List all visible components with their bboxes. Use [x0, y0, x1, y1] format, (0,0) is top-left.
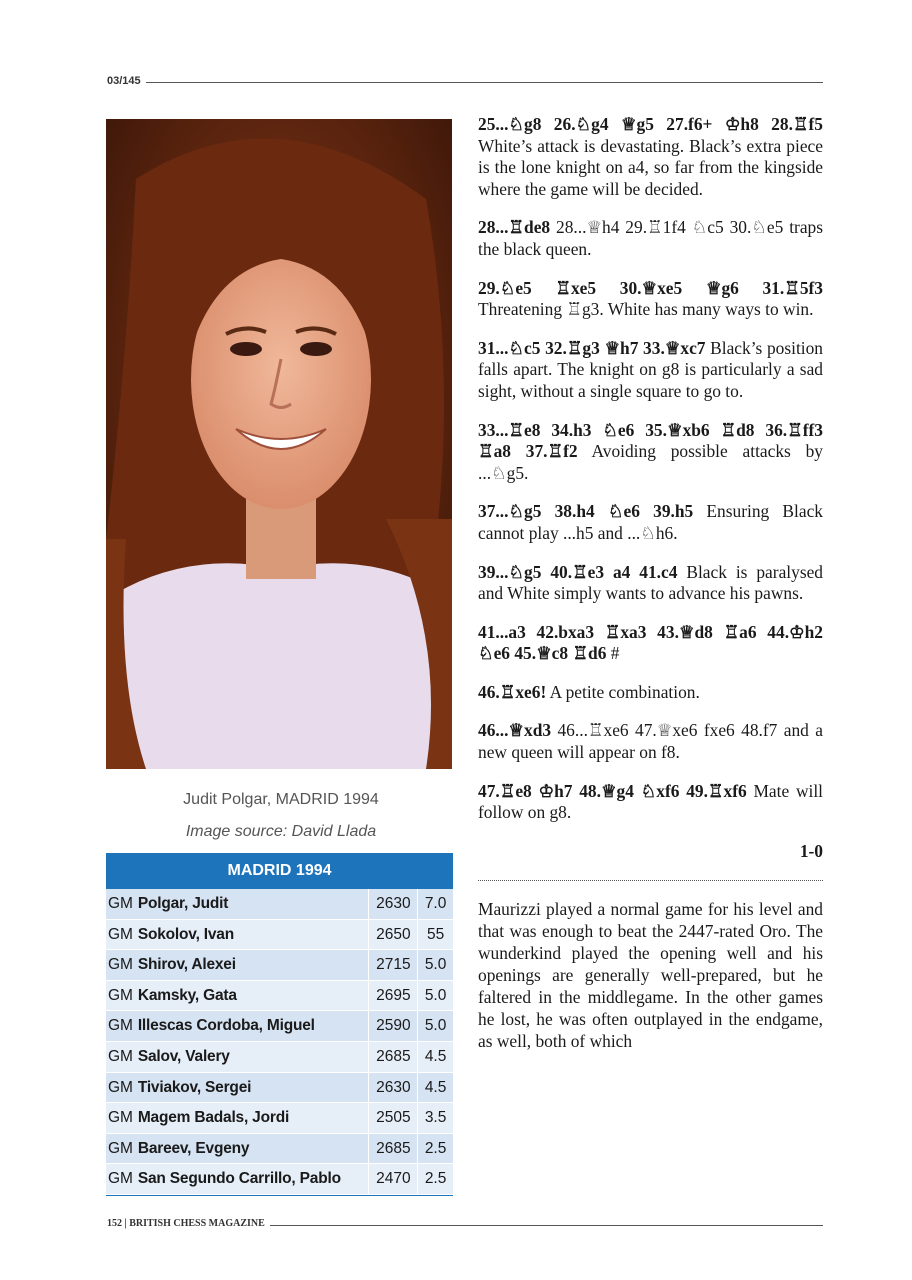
player-score: 5.0 [417, 981, 453, 1011]
player-rating: 2685 [368, 1042, 417, 1072]
game-result: 1-0 [799, 840, 823, 861]
table-row [106, 1134, 453, 1165]
player-name: Shirov, Alexei [137, 956, 236, 974]
move-sequence: 25...♘g8 26.♘g4 ♕g5 27.f6+ ♔h8 28.♖f5 [478, 114, 823, 134]
annotation-paragraph [478, 720, 823, 763]
player-title: GM [108, 1047, 133, 1065]
player-rating: 2505 [368, 1103, 417, 1133]
player-name: Sokolov, Ivan [137, 925, 234, 943]
annotation-paragraph [478, 781, 823, 824]
player-rating: 2630 [368, 889, 417, 919]
player-score: 2.5 [417, 1134, 453, 1164]
table-title: MADRID 1994 [106, 853, 453, 889]
player-rating: 2715 [368, 950, 417, 980]
annotation-text: Avoiding possible attacks by ...♘g5. [478, 441, 824, 483]
table-row [106, 981, 453, 1012]
annotation-paragraph [478, 420, 823, 485]
move-sequence: 29.♘e5 ♖xe5 30.♕xe5 ♕g6 31.♖5f3 [478, 277, 823, 298]
table-rows [106, 889, 453, 1196]
annotation-text: 46...♖xe6 47.♕xe6 fxe6 48.f7 and a new queen will appear on f8. [478, 720, 823, 763]
footer-label: 152 | BRITISH CHESS MAGAZINE [107, 1218, 270, 1229]
photo-caption: Judit Polgar, MADRID 1994 [183, 791, 379, 808]
table-row [106, 1011, 453, 1042]
annotation-paragraph [478, 562, 823, 605]
annotation-paragraph [478, 338, 823, 403]
player-name: Salov, Valery [137, 1047, 230, 1065]
annotation-text: A petite combination. [546, 681, 700, 702]
table-row [106, 920, 453, 951]
player-rating: 2695 [368, 981, 417, 1011]
player-title: GM [108, 1109, 133, 1127]
table-row [106, 950, 453, 981]
annotation-text: Ensuring Black cannot play ...h5 and ...♘h6. [478, 501, 823, 543]
header-rule [107, 82, 823, 83]
player-score: 55 [417, 920, 453, 950]
table-row [106, 1073, 453, 1104]
photo-source: Image source: David Llada [185, 823, 377, 840]
player-score: 2.5 [417, 1164, 453, 1194]
move-sequence: 33...♖e8 34.h3 ♘e6 35.♕xb6 ♖d8 36.♖ff3 ♖a8 37.♖f2 [478, 419, 823, 462]
move-sequence: 47.♖e8 ♔h7 48.♕g4 ♘xf6 49.♖xf6 [478, 780, 747, 801]
move-sequence: 39...♘g5 40.♖e3 a4 41.c4 [478, 561, 678, 582]
player-rating: 2470 [368, 1164, 417, 1194]
player-title: GM [108, 956, 133, 974]
player-rating: 2630 [368, 1073, 417, 1103]
portrait-illustration [106, 119, 452, 769]
annotation-text: White’s attack is devastating. Black’s extra piece is the lone knight on a4, so far from the kingside where the game will be decided. [478, 135, 823, 199]
annotation-paragraph [478, 114, 823, 200]
portrait-photo [106, 119, 452, 769]
player-title: GM [108, 1139, 133, 1157]
move-sequence: 41...a3 42.bxa3 ♖xa3 43.♕d8 ♖a6 44.♔h2 ♘e6 45.♕c8 ♖d6 [478, 621, 823, 664]
move-sequence: 46.♖xe6! [478, 681, 547, 702]
move-sequence: 46...♕xd3 [478, 720, 552, 741]
table-row [106, 1103, 453, 1134]
annotation-text: Black is paralysed and White simply wants to advance his pawns. [478, 561, 823, 604]
player-score: 3.5 [417, 1103, 453, 1133]
page-number-label: 03/145 [107, 75, 146, 87]
annotation-text: Mate will follow on g8. [478, 780, 824, 823]
player-rating: 2685 [368, 1134, 417, 1164]
player-score: 7.0 [417, 889, 453, 919]
player-score: 4.5 [417, 1073, 453, 1103]
player-score: 5.0 [417, 950, 453, 980]
player-score: 4.5 [417, 1042, 453, 1072]
player-name: Kamsky, Gata [137, 986, 237, 1004]
table-row [106, 889, 453, 920]
move-sequence: 37...♘g5 38.h4 ♘e6 39.h5 [478, 501, 694, 522]
dotted-divider [478, 880, 823, 881]
body-paragraph: Maurizzi played a normal game for his level and that was enough to beat the 2447-rated Oro. The wunderkind played the opening well and his openings are generally well-prepared, but he faltered in the middlegame. In the other games he lost, he was often outplayed in the endgame, as well, both of which [478, 899, 823, 1051]
move-sequence: 28...♖de8 [478, 217, 551, 238]
player-title: GM [108, 925, 133, 943]
annotation-text: 28...♕h4 29.♖1f4 ♘c5 30.♘e5 traps the black queen. [478, 217, 823, 259]
table-row [106, 1042, 453, 1073]
article-column [478, 114, 823, 1070]
player-title: GM [108, 986, 133, 1004]
player-rating: 2590 [368, 1011, 417, 1041]
annotation-paragraph [478, 682, 823, 704]
page-footer [107, 1218, 823, 1232]
standings-table [106, 853, 453, 1196]
player-rating: 2650 [368, 920, 417, 950]
table-row [106, 1164, 453, 1195]
player-score: 5.0 [417, 1011, 453, 1041]
annotation-paragraph [478, 622, 823, 665]
player-name: Magem Badals, Jordi [137, 1109, 290, 1127]
annotation-paragraph [478, 501, 823, 544]
annotation-paragraph [478, 278, 823, 321]
player-title: GM [108, 1017, 133, 1035]
player-name: Illescas Cordoba, Miguel [137, 1017, 315, 1035]
player-name: San Segundo Carrillo, Pablo [137, 1170, 341, 1188]
player-title: GM [108, 1078, 133, 1096]
player-title: GM [108, 1170, 133, 1188]
page-header [107, 75, 823, 89]
annotation-text: Black’s position falls apart. The knight on g8 is particularly a sad sight, without a single square to go to. [478, 337, 823, 401]
player-name: Bareev, Evgeny [137, 1139, 250, 1157]
annotation-paragraph [478, 217, 823, 260]
annotation-text: Threatening ♖g3. White has many ways to win. [478, 299, 814, 320]
player-name: Polgar, Judit [137, 895, 229, 912]
player-name: Tiviakov, Sergei [137, 1078, 252, 1096]
annotation-text: # [606, 643, 620, 664]
move-sequence: 31...♘c5 32.♖g3 ♕h7 33.♕xc7 [478, 337, 706, 358]
player-title: GM [108, 895, 133, 912]
